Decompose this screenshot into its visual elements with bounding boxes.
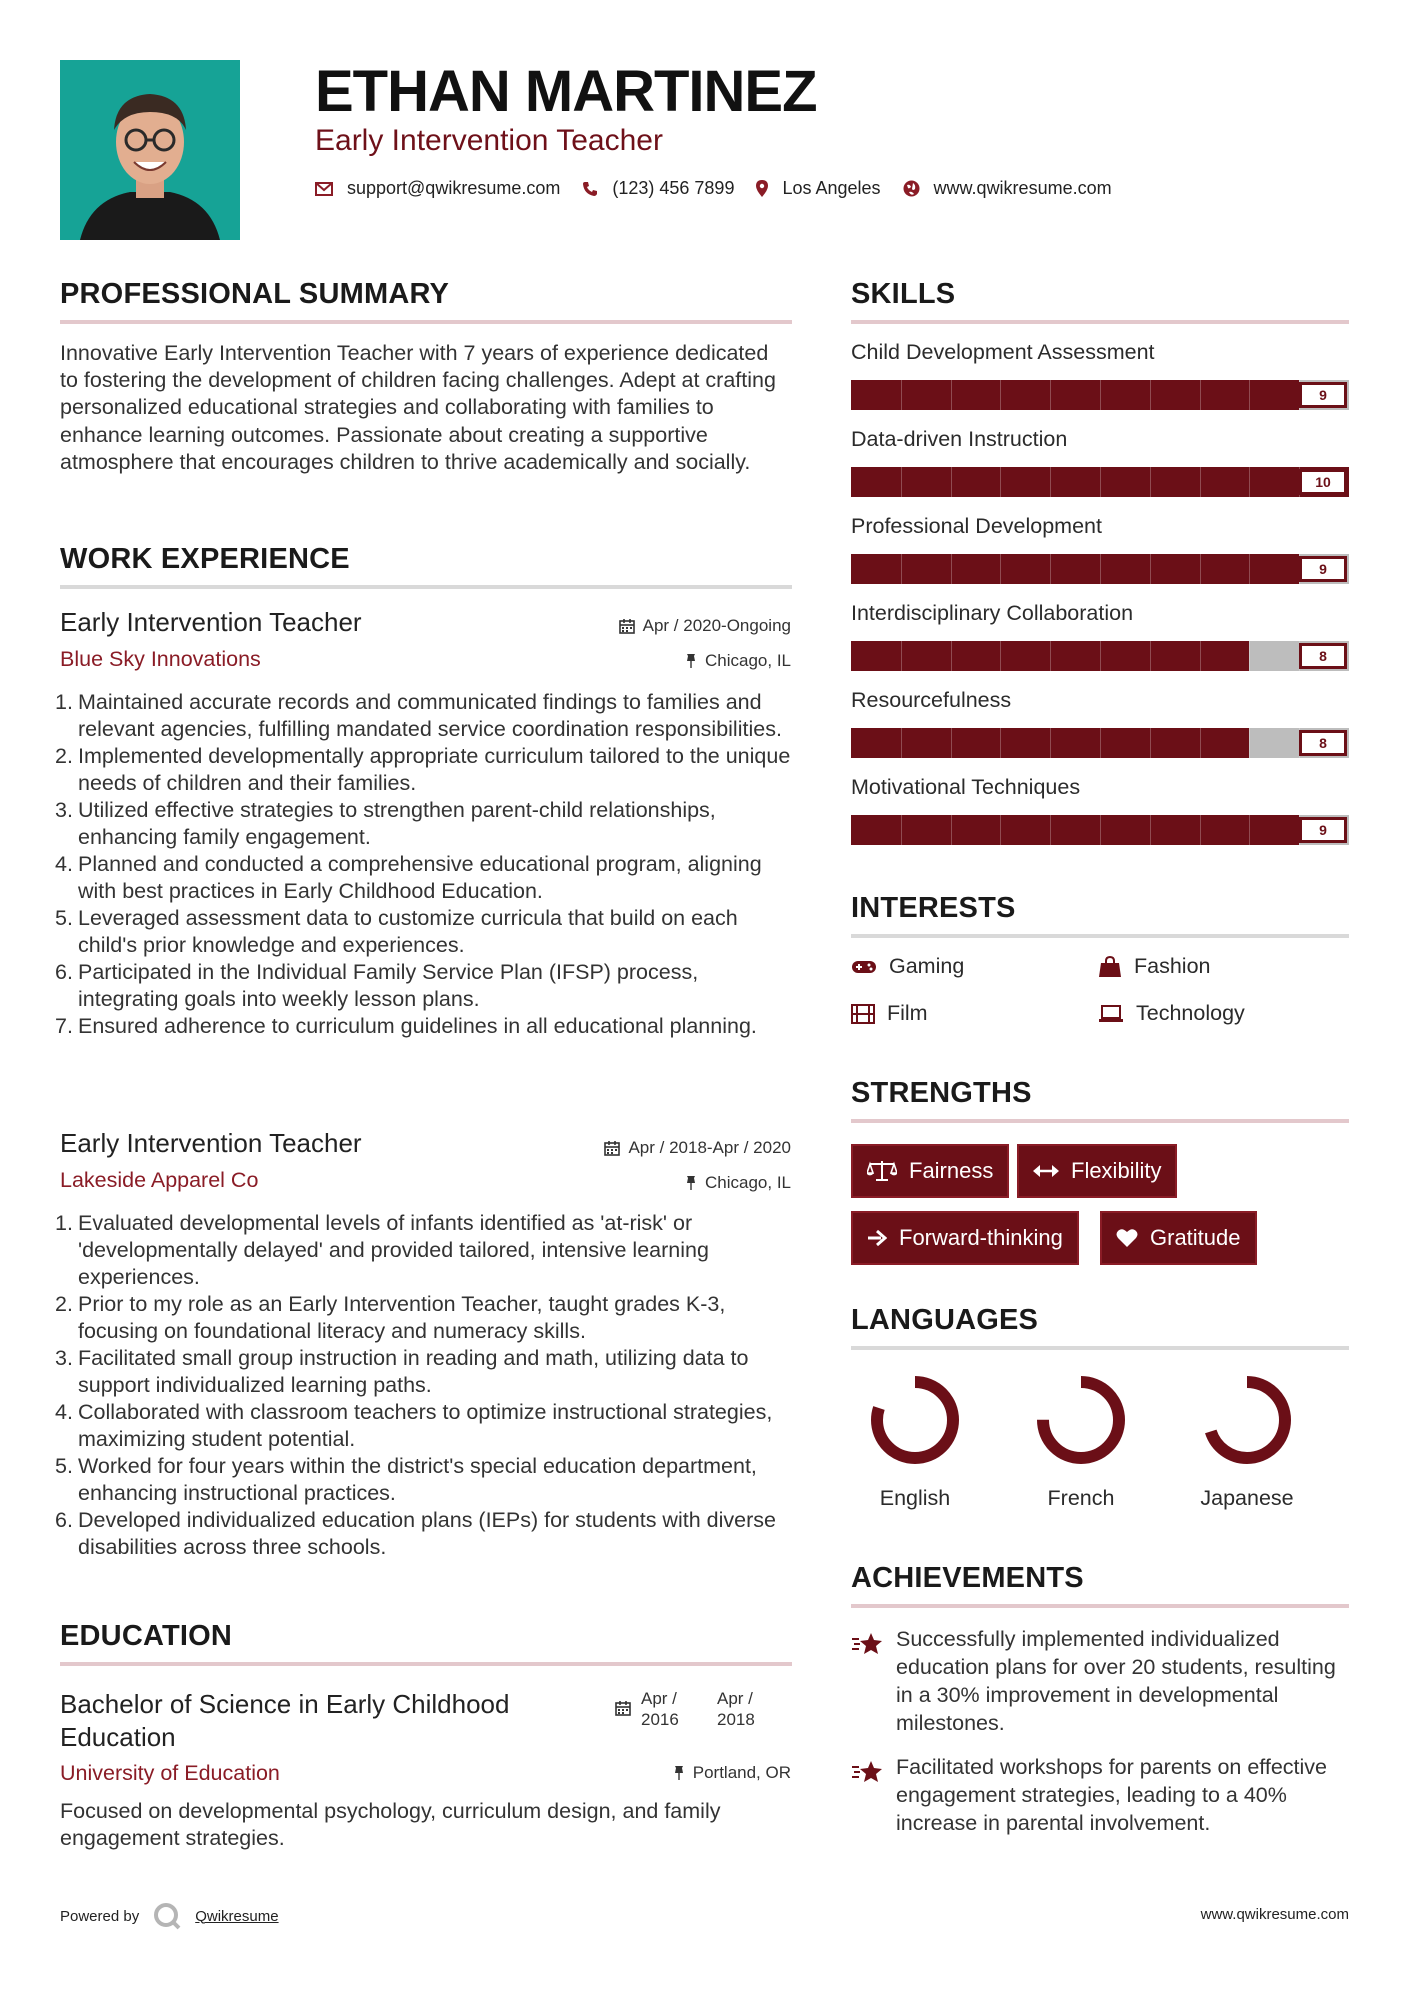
skill-bar-segment [1249,815,1250,845]
bullet-text: Developed individualized education plans (IEPs) for students with diverse disabilities across three schools. [78,1508,776,1559]
interest-label: Gaming [889,954,965,978]
skills-divider [851,320,1349,324]
list-item: 6. Developed individualized education plans (IEPs) for students with diverse disabilities across three schools. [55,1508,776,1559]
brand-link[interactable]: Qwikresume [195,1907,279,1925]
balance-scale-icon [867,1160,897,1182]
skill-bar-segment [1000,380,1001,410]
skill-bar [851,380,1349,410]
shopping-bag-icon [1098,956,1122,978]
skill-bar-segment [1050,641,1051,671]
skill-bar-segment [1200,380,1201,410]
bullet-text: Maintained accurate records and communicated findings to families and relevant agencies, fulfilling mandated service coordination responsibilities. [78,690,782,741]
contact-phone-text: (123) 456 7899 [612,178,735,198]
skill-bar-segment [1050,467,1051,497]
languages-heading: LANGUAGES [851,1304,1039,1336]
achievement-text: Facilitated workshops for parents on effective engagement strategies, leading to a 40% increase in parental involvement. [896,1755,1328,1835]
experience-divider [60,585,792,589]
skill-label: Motivational Techniques [851,775,1081,799]
skill-bar-fill [851,815,1299,845]
school-name: University of Education [60,1761,280,1785]
language-label: French [1047,1486,1115,1510]
language-label: English [879,1486,951,1510]
skill-bar-segment [1150,641,1151,671]
interests-divider [851,934,1349,938]
summary-text: Innovative Early Intervention Teacher with 7 years of experience dedicated to fostering the development of children facing challenges. Adept at crafting personalized educational strategies and collaborating with families to enhance learning outcomes. Passionate about creating a supportive atmosphere that encourages children to thrive academically and socially. [60,341,776,474]
bullet-text: Facilitated small group instruction in reading and math, utilizing data to support individualized learning paths. [78,1346,749,1397]
skill-bar-segment [1100,467,1101,497]
strength-chip [851,1144,1009,1198]
education-dates [615,1688,769,1730]
skill-bar-segment [1000,728,1001,758]
contact-website-text: www.qwikresume.com [933,178,1112,198]
achievement-item [851,1753,1351,1843]
skill-label: Professional Development [851,514,1102,538]
achievements-heading: ACHIEVEMENTS [851,1562,1084,1594]
skill-bar-segment [901,467,902,497]
skill-label: Interdisciplinary Collaboration [851,601,1134,625]
skill-bar-segment [1100,380,1101,410]
skill-bar-segment [1150,554,1151,584]
languages-divider [851,1346,1349,1350]
contact-email[interactable] [315,178,560,199]
job-date-text: Apr / 2018-Apr / 2020 [628,1138,791,1157]
bullet-text: Collaborated with classroom teachers to optimize instructional strategies, maximizing student potential. [78,1400,773,1451]
skill-bar-segment [901,380,902,410]
job-title: Early Intervention Teacher [60,607,362,637]
envelope-icon [315,182,333,196]
job-location-text: Chicago, IL [705,651,791,670]
job-title: Early Intervention Teacher [60,1128,362,1158]
skill-bar-segment [1100,554,1101,584]
skill-bar-segment [1000,815,1001,845]
skill-level-badge: 9 [1299,556,1347,582]
qwikresume-logo-icon [153,1902,181,1930]
skill-bar-segment [1000,641,1001,671]
skill-bar-segment [951,554,952,584]
skill-bar-segment [901,641,902,671]
skill-bar-segment [1200,728,1201,758]
skill-bar-segment [1150,728,1151,758]
skill-bar-segment [1249,728,1250,758]
skill-level-badge: 8 [1299,643,1347,669]
job-date [604,1138,791,1158]
skill-bar-segment [1100,815,1101,845]
contact-location-text: Los Angeles [782,178,881,198]
bullet-text: Leveraged assessment data to customize curricula that build on each child's prior knowledge and experiences. [78,906,738,957]
achievement-item [851,1625,1351,1740]
map-marker-icon [756,180,768,197]
bullet-text: Ensured adherence to curriculum guidelines in all educational planning. [78,1014,757,1038]
skill-level-badge: 10 [1299,469,1347,495]
heart-icon [1116,1228,1138,1248]
skills-heading: SKILLS [851,278,956,310]
skill-bar-segment [951,815,952,845]
skill-bar [851,641,1349,671]
strengths-heading: STRENGTHS [851,1077,1032,1109]
language-proficiency-ring [865,1370,965,1470]
education-location-text: Portland, OR [692,1763,791,1782]
language-ring [1187,1370,1307,1475]
experience-heading: WORK EXPERIENCE [60,543,350,575]
profile-photo [60,60,240,240]
phone-icon [582,181,598,197]
arrow-right-icon [867,1229,887,1247]
pin-icon [685,1175,697,1191]
education-location [673,1763,791,1783]
contact-website[interactable] [903,178,1112,199]
job-location-text: Chicago, IL [705,1173,791,1192]
calendar-icon [615,1700,631,1716]
interest-label: Technology [1136,1001,1245,1025]
skill-bar-fill [851,380,1299,410]
calendar-icon [604,1140,620,1156]
skill-bar-segment [1050,380,1051,410]
skill-bar-segment [1000,554,1001,584]
interest-item [851,1001,928,1026]
achievement-text: Successfully implemented individualized education plans for over 20 students, resulting in a 30% improvement in developmental milestones. [896,1627,1336,1735]
globe-icon [903,180,920,197]
list-item: 3. Facilitated small group instruction in reading and math, utilizing data to support individualized learning paths. [55,1346,749,1397]
interest-label: Film [887,1001,928,1025]
skill-bar-segment [1200,815,1201,845]
powered-by-label: Powered by [60,1907,140,1925]
achievements-divider [851,1604,1349,1608]
skill-bar-segment [1150,815,1151,845]
skill-bar [851,728,1349,758]
language-label: Japanese [1200,1486,1294,1510]
skill-label: Resourcefulness [851,688,1012,712]
list-item: 5. Worked for four years within the district's special education department, enhancing instructional practices. [55,1454,757,1505]
skill-bar-segment [1050,554,1051,584]
interest-item [1098,1001,1245,1026]
skill-label: Data-driven Instruction [851,427,1068,451]
job-bullets [55,1210,792,1561]
list-item: 1. Maintained accurate records and communicated findings to families and relevant agencies, fulfilling mandated service coordination responsibilities. [55,690,782,741]
language-proficiency-ring [1031,1370,1131,1470]
strength-label: Forward-thinking [899,1225,1063,1250]
skill-bar-segment [951,641,952,671]
pin-icon [685,653,697,669]
list-item: 1. Evaluated developmental levels of infants identified as 'at-risk' or 'developmentally delayed' and provided tailored, intensive learning experiences. [55,1211,709,1289]
skill-level-badge: 8 [1299,730,1347,756]
skill-bar-segment [1249,467,1250,497]
job-date-text: Apr / 2020-Ongoing [642,616,791,635]
skill-bar-segment [1200,554,1201,584]
job-location [685,651,791,671]
job-bullets [55,689,792,1040]
candidate-name: ETHAN MARTINEZ [315,59,817,124]
skill-bar-segment [1100,728,1101,758]
degree-title: Bachelor of Science in Early Childhood Education [60,1689,510,1752]
skill-bar-segment [1150,380,1151,410]
language-proficiency-arc [877,1382,953,1458]
skill-bar-segment [1050,728,1051,758]
skill-bar [851,815,1349,845]
list-item: 4. Collaborated with classroom teachers to optimize instructional strategies, maximizing student potential. [55,1400,773,1451]
bullet-text: Implemented developmentally appropriate curriculum tailored to the unique needs of children and their families. [78,744,791,795]
bullet-text: Worked for four years within the district's special education department, enhancing instructional practices. [78,1454,757,1505]
skill-bar-segment [951,728,952,758]
contact-email-text: support@qwikresume.com [347,178,561,198]
strength-chip [1100,1211,1257,1265]
film-icon [851,1004,875,1024]
skill-bar-segment [1200,467,1201,497]
bullet-text: Prior to my role as an Early Intervention Teacher, taught grades K-3, focusing on foundational literacy and numeracy skills. [78,1292,726,1343]
language-ring [1021,1370,1141,1475]
contact-location [756,178,880,199]
strength-label: Flexibility [1071,1158,1162,1183]
education-heading: EDUCATION [60,1620,233,1652]
contact-phone[interactable] [582,178,734,199]
skill-bar-segment [951,467,952,497]
footer-url[interactable]: www.qwikresume.com [1200,1906,1349,1923]
job-location [685,1173,791,1193]
strength-chip [851,1211,1079,1265]
interests-heading: INTERESTS [851,892,1016,924]
job-company: Lakeside Apparel Co [60,1168,259,1192]
summary-heading: PROFESSIONAL SUMMARY [60,278,450,310]
skill-bar-segment [1150,467,1151,497]
bullet-text: Planned and conducted a comprehensive educational program, aligning with best practices in Early Childhood Education. [78,852,762,903]
skill-level-badge: 9 [1299,817,1347,843]
bullet-text: Evaluated developmental levels of infants identified as 'at-risk' or 'developmentally delayed' and provided tailored, intensive learning experiences. [78,1211,709,1289]
bullet-text: Participated in the Individual Family Service Plan (IFSP) process, integrating goals into weekly lesson plans. [78,960,699,1011]
calendar-icon [619,618,635,634]
education-description: Focused on developmental psychology, curriculum design, and family engagement strategies. [60,1799,721,1850]
skill-bar-segment [1249,641,1250,671]
list-item: 7. Ensured adherence to curriculum guidelines in all educational planning. [55,1014,757,1038]
strength-label: Fairness [909,1158,994,1183]
list-item: 2. Implemented developmentally appropriate curriculum tailored to the unique needs of children and their families. [55,744,791,795]
strength-label: Gratitude [1150,1225,1241,1250]
strength-chip [1017,1144,1177,1198]
job-company: Blue Sky Innovations [60,647,261,671]
star-trophy-icon [851,1759,885,1785]
language-proficiency-arc [1043,1382,1119,1458]
list-item: 5. Leveraged assessment data to customize curricula that build on each child's prior knowledge and experiences. [55,906,738,957]
education-date-start: Apr / 2016 [641,1689,679,1729]
skill-bar-segment [1249,380,1250,410]
list-item: 3. Utilized effective strategies to strengthen parent-child relationships, enhancing family engagement. [55,798,716,849]
education-divider [60,1662,792,1666]
interest-label: Fashion [1134,954,1211,978]
arrows-h-icon [1033,1164,1059,1178]
gamepad-icon [851,959,877,975]
skill-bar-segment [901,554,902,584]
laptop-icon [1098,1005,1124,1023]
skill-bar-segment [1100,641,1101,671]
skill-bar-segment [901,815,902,845]
skill-bar-segment [1249,554,1250,584]
language-ring [855,1370,975,1475]
footer-powered-by [60,1902,279,1930]
skill-bar [851,467,1349,497]
skill-bar-segment [1050,815,1051,845]
skill-bar-segment [1200,641,1201,671]
star-trophy-icon [851,1631,885,1657]
list-item: 2. Prior to my role as an Early Intervention Teacher, taught grades K-3, focusing on foundational literacy and numeracy skills. [55,1292,726,1343]
job-date [619,616,791,636]
education-date-end: Apr / 2018 [717,1689,755,1729]
interest-item [851,954,964,979]
summary-divider [60,320,792,324]
language-proficiency-ring [1197,1370,1297,1470]
skill-bar-segment [901,728,902,758]
contact-bar [315,178,1134,199]
candidate-role: Early Intervention Teacher [315,124,663,157]
pin-icon [673,1765,685,1781]
interest-item [1098,954,1211,979]
skill-bar-segment [1000,467,1001,497]
list-item: 4. Planned and conducted a comprehensive educational program, aligning with best practices in Early Childhood Education. [55,852,762,903]
skill-bar [851,554,1349,584]
skill-bar-segment [951,380,952,410]
strengths-divider [851,1119,1349,1123]
bullet-text: Utilized effective strategies to strengthen parent-child relationships, enhancing family engagement. [78,798,716,849]
list-item: 6. Participated in the Individual Family Service Plan (IFSP) process, integrating goals into weekly lesson plans. [55,960,699,1011]
skill-bar-fill [851,554,1299,584]
language-proficiency-arc [1209,1382,1285,1458]
skill-level-badge: 9 [1299,382,1347,408]
skill-label: Child Development Assessment [851,340,1155,364]
